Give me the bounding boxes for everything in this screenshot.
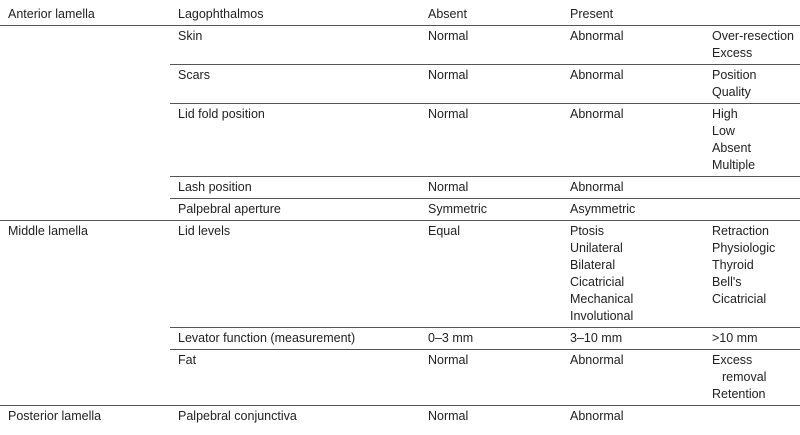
detail-cell: Excess removal Retention: [712, 350, 800, 406]
lamella-assessment-table: [0, 4, 800, 427]
section-cell: [0, 177, 170, 199]
table-row: [0, 26, 800, 65]
table-row: [0, 4, 800, 26]
present-cell: Abnormal: [570, 29, 624, 43]
feature-cell: Palpebral conjunctiva: [170, 406, 428, 428]
detail-cell: Position Quality: [712, 65, 800, 104]
detail-cell: [712, 406, 800, 428]
section-cell: Posterior lamella: [0, 406, 170, 428]
absent-cell: Normal: [428, 29, 469, 43]
table-row: [0, 221, 800, 328]
absent-cell: Symmetric: [428, 199, 570, 221]
feature-cell: Lid levels: [170, 221, 428, 328]
absent-cell: Normal: [428, 350, 570, 406]
detail-cell: [712, 4, 800, 26]
absent-cell: Absent: [428, 4, 570, 26]
present-cell: Abnormal: [570, 104, 712, 177]
detail-cell: Retraction Physiologic Thyroid Bell's Cicatricial: [712, 221, 800, 328]
section-cell: [0, 104, 170, 177]
section-cell: [0, 328, 170, 350]
feature-cell: Levator function (measurement): [170, 328, 428, 350]
table-row: [0, 104, 800, 177]
section-cell: [0, 65, 170, 104]
section-cell: Middle lamella: [0, 221, 170, 328]
table-row: [0, 328, 800, 350]
present-cell: Abnormal: [570, 406, 712, 428]
absent-cell: Normal: [428, 177, 570, 199]
table-row: [0, 177, 800, 199]
table-row: [0, 406, 800, 428]
table-row: [0, 65, 800, 104]
section-cell: Anterior lamella: [0, 4, 170, 26]
detail-cell: Over-resection Excess: [712, 29, 794, 60]
feature-cell: Lagophthalmos: [170, 4, 428, 26]
detail-cell: [712, 177, 800, 199]
feature-cell: Palpebral aperture: [170, 199, 428, 221]
feature-cell: Lash position: [170, 177, 428, 199]
present-cell: Abnormal: [570, 350, 712, 406]
absent-cell: Equal: [428, 221, 570, 328]
present-cell: Asymmetric: [570, 199, 712, 221]
absent-cell: Normal: [428, 104, 570, 177]
section-cell: [0, 199, 170, 221]
detail-cell: [712, 199, 800, 221]
absent-cell: 0–3 mm: [428, 328, 570, 350]
section-cell: [0, 350, 170, 406]
section-cell: [0, 26, 170, 65]
absent-cell: Normal: [428, 65, 570, 104]
absent-cell: Normal: [428, 406, 570, 428]
detail-cell: >10 mm: [712, 328, 800, 350]
feature-cell: Lid fold position: [170, 104, 428, 177]
table-row: [0, 350, 800, 406]
feature-cell: Scars: [170, 65, 428, 104]
feature-cell: Skin: [178, 29, 203, 43]
feature-cell: Fat: [170, 350, 428, 406]
present-cell: Abnormal: [570, 65, 712, 104]
present-cell: 3–10 mm: [570, 328, 712, 350]
table-row: [0, 199, 800, 221]
detail-cell: High Low Absent Multiple: [712, 104, 800, 177]
present-cell: Abnormal: [570, 177, 712, 199]
present-cell: Present: [570, 4, 712, 26]
present-cell: Ptosis Unilateral Bilateral Cicatricial Mechanical Involutional: [570, 221, 712, 328]
